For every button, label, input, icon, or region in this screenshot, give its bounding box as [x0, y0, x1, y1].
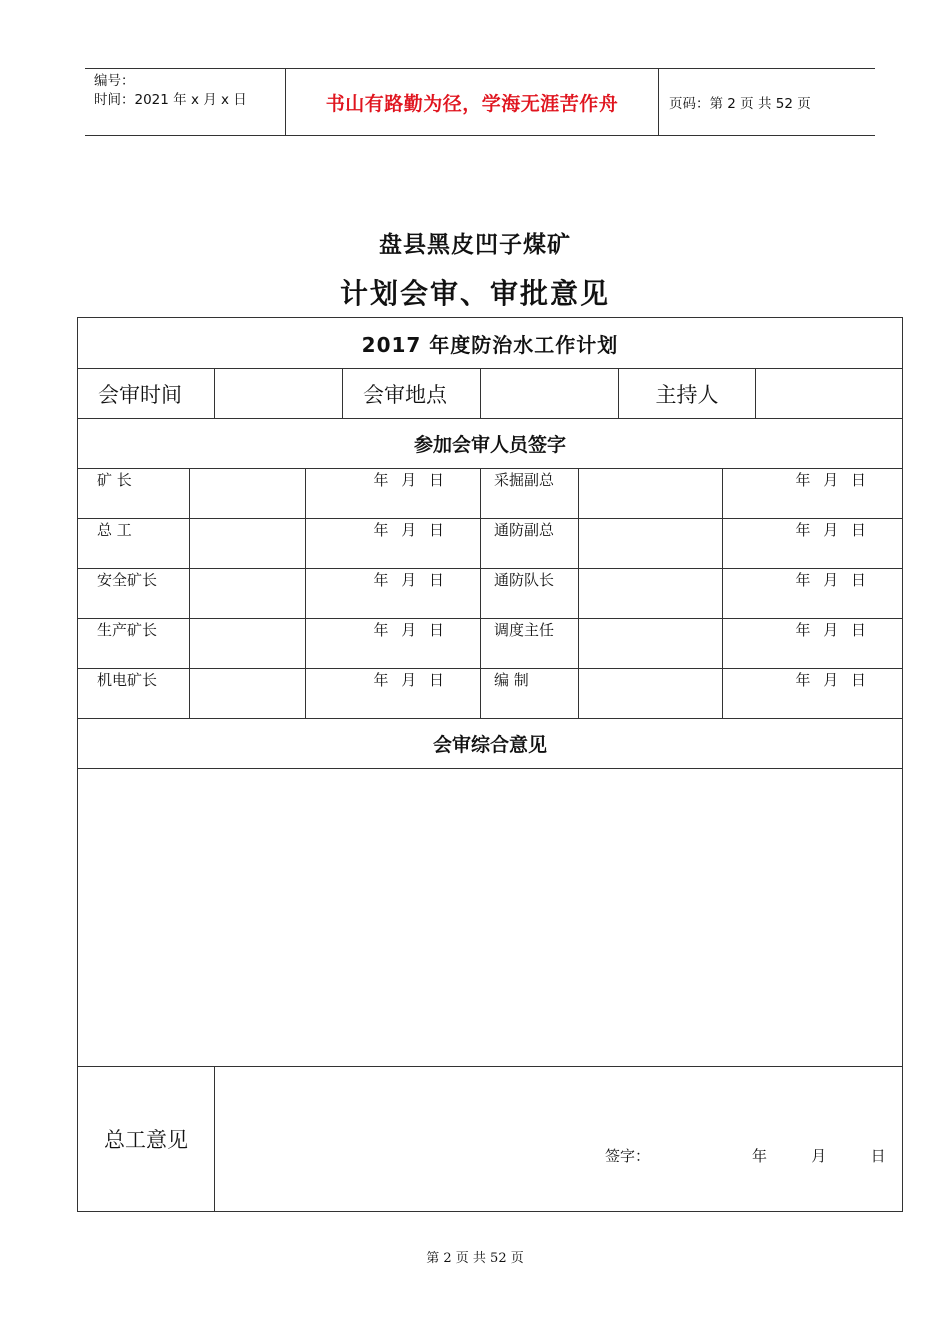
signature-row	[78, 569, 903, 619]
right-role: 采掘副总	[481, 469, 579, 519]
right-date: 年 月 日	[723, 519, 903, 569]
left-role: 机电矿长	[78, 669, 190, 719]
left-role: 总 工	[78, 519, 190, 569]
page-footer: 第 2 页 共 52 页	[426, 1251, 524, 1266]
right-date: 年 月 日	[723, 619, 903, 669]
review-time-field[interactable]	[215, 369, 343, 419]
review-place-field[interactable]	[481, 369, 619, 419]
header-left	[85, 69, 285, 135]
host-label: 主持人	[619, 369, 756, 419]
left-signature-field[interactable]	[190, 619, 306, 669]
left-role: 安全矿长	[78, 569, 190, 619]
company-title: 盘县黑皮凹子煤矿	[379, 232, 571, 258]
right-date: 年 月 日	[723, 469, 903, 519]
signature-row	[78, 619, 903, 669]
signatures-header: 参加会审人员签字	[78, 419, 903, 469]
host-field[interactable]	[756, 369, 903, 419]
review-place-label: 会审地点	[343, 369, 481, 419]
right-date: 年 月 日	[723, 669, 903, 719]
opinion-field[interactable]	[78, 769, 903, 1067]
right-signature-field[interactable]	[579, 469, 723, 519]
right-role: 通防队长	[481, 569, 579, 619]
signature-row	[78, 669, 903, 719]
chief-engineer-label: 总工意见	[78, 1067, 215, 1212]
signature-row	[78, 469, 903, 519]
chief-engineer-opinion-field[interactable]	[215, 1067, 903, 1212]
chief-date: 年 月 日	[752, 1147, 886, 1165]
right-signature-field[interactable]	[579, 569, 723, 619]
chief-sign-label: 签字：	[605, 1147, 651, 1165]
left-role: 生产矿长	[78, 619, 190, 669]
document-title: 计划会审、审批意见	[339, 277, 610, 310]
right-role: 通防副总	[481, 519, 579, 569]
left-date: 年 月 日	[306, 669, 481, 719]
right-signature-field[interactable]	[579, 669, 723, 719]
left-date: 年 月 日	[306, 519, 481, 569]
left-signature-field[interactable]	[190, 569, 306, 619]
document-number: 编号：	[94, 73, 135, 89]
right-signature-field[interactable]	[579, 619, 723, 669]
page-header	[85, 68, 875, 136]
left-date: 年 月 日	[306, 569, 481, 619]
right-role: 编 制	[481, 669, 579, 719]
signature-row	[78, 519, 903, 569]
left-date: 年 月 日	[306, 469, 481, 519]
left-role: 矿 长	[78, 469, 190, 519]
header-page-info: 页码：第 2 页 共 52 页	[669, 96, 811, 112]
document-time: 时间：2021 年 x 月 x 日	[94, 92, 247, 108]
right-signature-field[interactable]	[579, 519, 723, 569]
review-time-label: 会审时间	[78, 369, 215, 419]
left-signature-field[interactable]	[190, 519, 306, 569]
left-date: 年 月 日	[306, 619, 481, 669]
header-motto: 书山有路勤为径，学海无涯苦作舟	[285, 69, 659, 135]
review-form	[77, 317, 903, 1212]
left-signature-field[interactable]	[190, 669, 306, 719]
right-date: 年 月 日	[723, 569, 903, 619]
plan-name: 2017 年度防治水工作计划	[78, 318, 903, 369]
right-role: 调度主任	[481, 619, 579, 669]
left-signature-field[interactable]	[190, 469, 306, 519]
opinion-header: 会审综合意见	[78, 719, 903, 769]
